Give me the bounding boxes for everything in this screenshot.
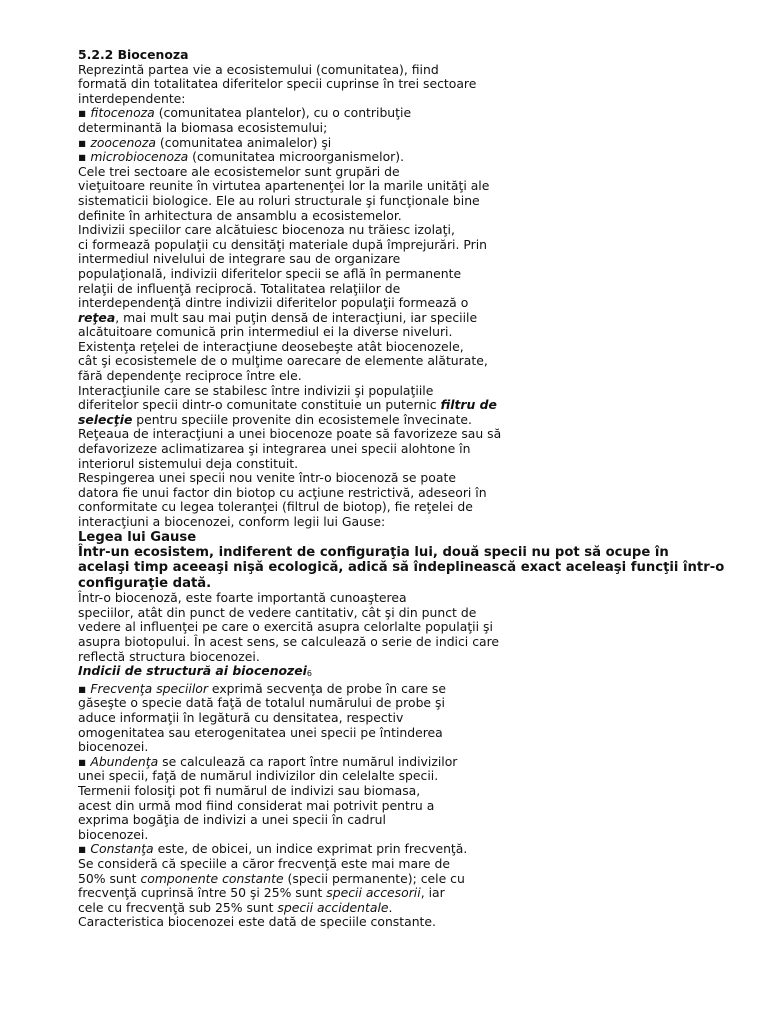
text-line: relaţii de influenţă reciprocă. Totalitatea relaţiilor de: [78, 280, 401, 296]
text-line: interacţiuni a biocenozei, conform legii lui Gause:: [78, 514, 386, 529]
gause-law-line: configuraţie dată.: [78, 575, 212, 591]
indici-heading: Indicii de structură ai biocenozei: [78, 663, 307, 679]
text-line: găseşte o specie dată faţă de totalul numărului de probe şi: [78, 695, 445, 711]
text-line: omogenitatea sau eterogenitatea unei specii pe întinderea: [78, 724, 443, 740]
text-line: alcătuitoare comunică prin intermediul ei la diverse niveluri.: [78, 324, 453, 340]
text-span: cele cu frecvenţă sub 25% sunt: [78, 899, 278, 915]
term-specii-accidentale: specii accidentale: [277, 899, 389, 915]
text-line: sistematicii biologice. Ele au roluri structurale şi funcţionale bine: [78, 192, 480, 208]
term-constanta: Constanţa: [90, 841, 154, 857]
text-span: diferitelor specii dintr-o comunitate constituie un puternic: [78, 397, 441, 413]
text-line: conformitate cu legea toleranţei (filtrul de biotop), fie reţelei de: [78, 499, 473, 515]
accidentale-line: [78, 901, 728, 916]
text-line: acest din urmă mod fiind considerat mai potrivit pentru a: [78, 797, 435, 813]
text-span: 50% sunt: [78, 870, 141, 886]
term-zoocenoza: zoocenoza: [90, 134, 156, 150]
text-line: Reprezintă partea vie a ecosistemului (comunitatea), fiind: [78, 61, 439, 77]
text-span: (comunitatea plantelor), cu o contribuţie: [154, 105, 412, 121]
bullet-marker: ▪: [78, 841, 91, 857]
text-line: intermediul nivelului de integrare sau de organizare: [78, 251, 401, 267]
selectie-line: [78, 413, 728, 428]
text-line: Reţeaua de interacţiuni a unei biocenoze poate să favorizeze sau să: [78, 426, 502, 442]
text-line: Interacţiunile care se stabilesc între indivizii şi populaţiile: [78, 382, 434, 398]
text-line: ci formează populaţii cu densităţi materiale după împrejurări. Prin: [78, 236, 488, 252]
term-fitocenoza: fitocenoza: [90, 105, 155, 121]
text-line: defavorizeze aclimatizarea şi integrarea unei specii alohtone în: [78, 441, 471, 457]
text-line: definite în arhitectura de ansamblu a ecosistemelor.: [78, 207, 402, 223]
text-line: vedere al influenţei pe care o exercită asupra celorlalte populaţii şi: [78, 619, 493, 635]
text-span: .: [388, 899, 393, 915]
bullet-marker: ▪: [78, 105, 91, 121]
document-page: [78, 48, 728, 930]
text-line: exprima bogăţia de indivizi a unei specii în cadrul: [78, 812, 386, 828]
text-span: se calculează ca raport între numărul indivizilor: [158, 753, 458, 769]
constante-line: [78, 872, 728, 887]
text-line: Într-o biocenoză, este foarte importantă cunoaşterea: [78, 590, 407, 606]
term-filtru: filtru de: [440, 397, 497, 413]
text-line: Caracteristica biocenozei este dată de speciile constante.: [78, 914, 436, 930]
text-span: (specii permanente); cele cu: [283, 870, 465, 886]
bullet-marker: ▪: [78, 753, 91, 769]
term-selectie: selecţie: [78, 411, 133, 427]
term-microbiocenoza: microbiocenoza: [90, 149, 189, 165]
term-retea: reţea: [78, 309, 116, 325]
text-line: reflectă structura biocenozei.: [78, 648, 260, 664]
indici-heading-line: [78, 664, 728, 682]
text-span: exprimă secvenţa de probe în care se: [207, 680, 446, 696]
text-line: vieţuitoare reunite în virtutea apartenenţei lor la marile unităţi ale: [78, 178, 490, 194]
text-line: interdependente:: [78, 90, 186, 106]
text-line: Cele trei sectoare ale ecosistemelor sunt grupări de: [78, 163, 400, 179]
text-line: Se consideră că speciile a căror frecvenţă este mai mare de: [78, 855, 450, 871]
text-span: , mai mult sau mai puţin densă de interacţiuni, iar speciile: [115, 309, 478, 325]
text-span: este, de obicei, un indice exprimat prin frecvenţă.: [153, 841, 468, 857]
text-span: (comunitatea animalelor) şi: [155, 134, 332, 150]
bullet-fitocenoza: [78, 106, 728, 121]
text-line: biocenozei.: [78, 739, 149, 755]
gause-law-line: Într-un ecosistem, indiferent de configuraţia lui, două specii nu pot să ocupe în: [78, 545, 669, 560]
gause-law-line: acelaşi timp aceeaşi nişă ecologică, adică să îndeplinească exact aceleaşi funcţii într-o: [78, 560, 725, 576]
text-line: interdependenţă dintre indivizii diferitelor populaţii formează o: [78, 295, 469, 311]
text-span: pentru speciile provenite din ecosistemele învecinate.: [132, 411, 472, 427]
text-line: speciilor, atât din punct de vedere cantitativ, cât şi din punct de: [78, 604, 477, 620]
bullet-marker: ▪: [78, 680, 91, 696]
gause-heading: Legea lui Gause: [78, 529, 197, 545]
retea-line: [78, 311, 728, 326]
term-abundenta: Abundenţa: [90, 753, 159, 769]
text-line: unei specii, faţă de numărul indivizilor din celelalte specii.: [78, 768, 439, 784]
accesorii-line: [78, 886, 728, 901]
text-line: interiorul sistemului deja constituit.: [78, 455, 299, 471]
text-line: datora fie unui factor din biotop cu acţiune restrictivă, adeseori în: [78, 484, 487, 500]
bullet-marker: ▪: [78, 149, 91, 165]
bullet-marker: ▪: [78, 134, 91, 150]
text-span: , iar: [420, 885, 445, 901]
text-line: Existenţa reţelei de interacţiune deosebeşte atât biocenozele,: [78, 338, 464, 354]
bullet-frecventa: [78, 682, 728, 697]
section-title: 5.2.2 Biocenoza: [78, 47, 189, 62]
text-line: formată din totalitatea diferitelor specii cuprinse în trei sectoare: [78, 76, 477, 92]
text-line: biocenozei.: [78, 826, 149, 842]
text-line: fără dependenţe reciproce între ele.: [78, 368, 302, 384]
bullet-abundenta: [78, 755, 728, 770]
text-line: Indivizii speciilor care alcătuiesc biocenoza nu trăiesc izolaţi,: [78, 222, 455, 238]
footnote-ref: 6: [306, 669, 312, 679]
text-span: frecvenţă cuprinsă între 50 şi 25% sunt: [78, 885, 327, 901]
text-line: determinantă la biomasa ecosistemului;: [78, 119, 328, 135]
term-frecventa: Frecvenţa speciilor: [90, 680, 208, 696]
term-componente-constante: componente constante: [140, 870, 284, 886]
text-line: populaţională, indivizii diferitelor specii se află în permanente: [78, 265, 462, 281]
text-line: cât şi ecosistemele de o mulţime oarecare de elemente alăturate,: [78, 353, 488, 369]
text-line: Respingerea unei specii nou venite într-o biocenoză se poate: [78, 470, 456, 486]
filtru-line: [78, 398, 728, 413]
bullet-constanta: [78, 842, 728, 857]
bullet-zoocenoza: [78, 136, 728, 151]
term-specii-accesorii: specii accesorii: [326, 885, 421, 901]
text-line: Termenii folosiţi pot fi numărul de indivizi sau biomasa,: [78, 782, 421, 798]
bullet-microbiocenoza: [78, 150, 728, 165]
text-line: asupra biotopului. În acest sens, se calculează o serie de indici care: [78, 634, 500, 649]
text-line: aduce informaţii în legătură cu densitatea, respectiv: [78, 709, 404, 725]
text-span: (comunitatea microorganismelor).: [188, 149, 405, 165]
